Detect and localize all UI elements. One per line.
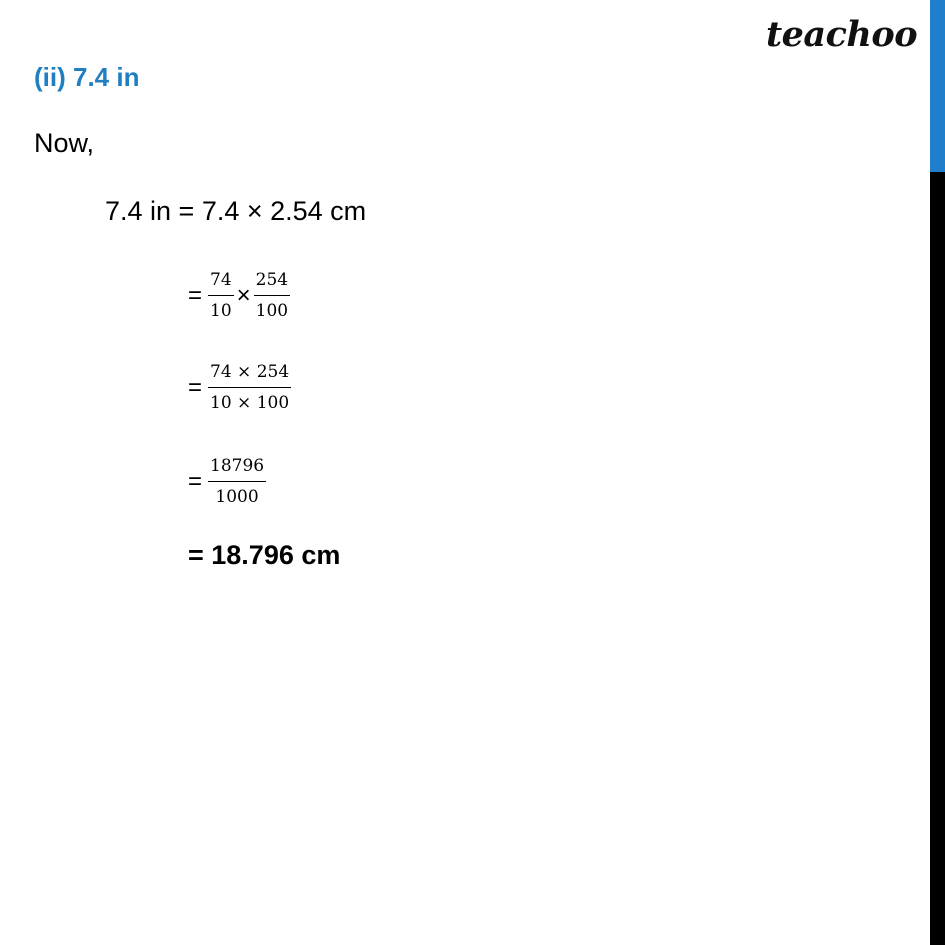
denominator: 10 (210, 301, 232, 321)
numerator: 74 (208, 272, 234, 296)
denominator: 100 (255, 301, 289, 321)
step-3 (188, 458, 266, 506)
denominator: 1000 (215, 487, 259, 507)
fraction-18796-over-1000 (208, 458, 266, 506)
fraction-254-over-100 (254, 272, 290, 320)
fraction-product (208, 364, 291, 412)
equals-sign: = (188, 374, 203, 401)
final-result: = 18.796 cm (188, 540, 341, 570)
teachoo-logo: teachoo (766, 14, 918, 55)
step-1 (188, 272, 290, 320)
equals-sign: = (188, 282, 203, 309)
fraction-74-over-10 (208, 272, 234, 320)
multiply-sign: × (236, 282, 251, 309)
scrollbar-thumb[interactable] (930, 0, 945, 172)
part-heading: (ii) 7.4 in (34, 62, 140, 92)
intro-text: Now, (34, 128, 95, 158)
step-2 (188, 364, 291, 412)
conversion-line: 7.4 in = 7.4 × 2.54 cm (105, 196, 367, 226)
numerator: 18796 (208, 458, 266, 482)
numerator: 74 × 254 (208, 364, 291, 388)
equals-sign: = (188, 468, 203, 495)
numerator: 254 (254, 272, 290, 296)
denominator: 10 × 100 (210, 393, 290, 413)
